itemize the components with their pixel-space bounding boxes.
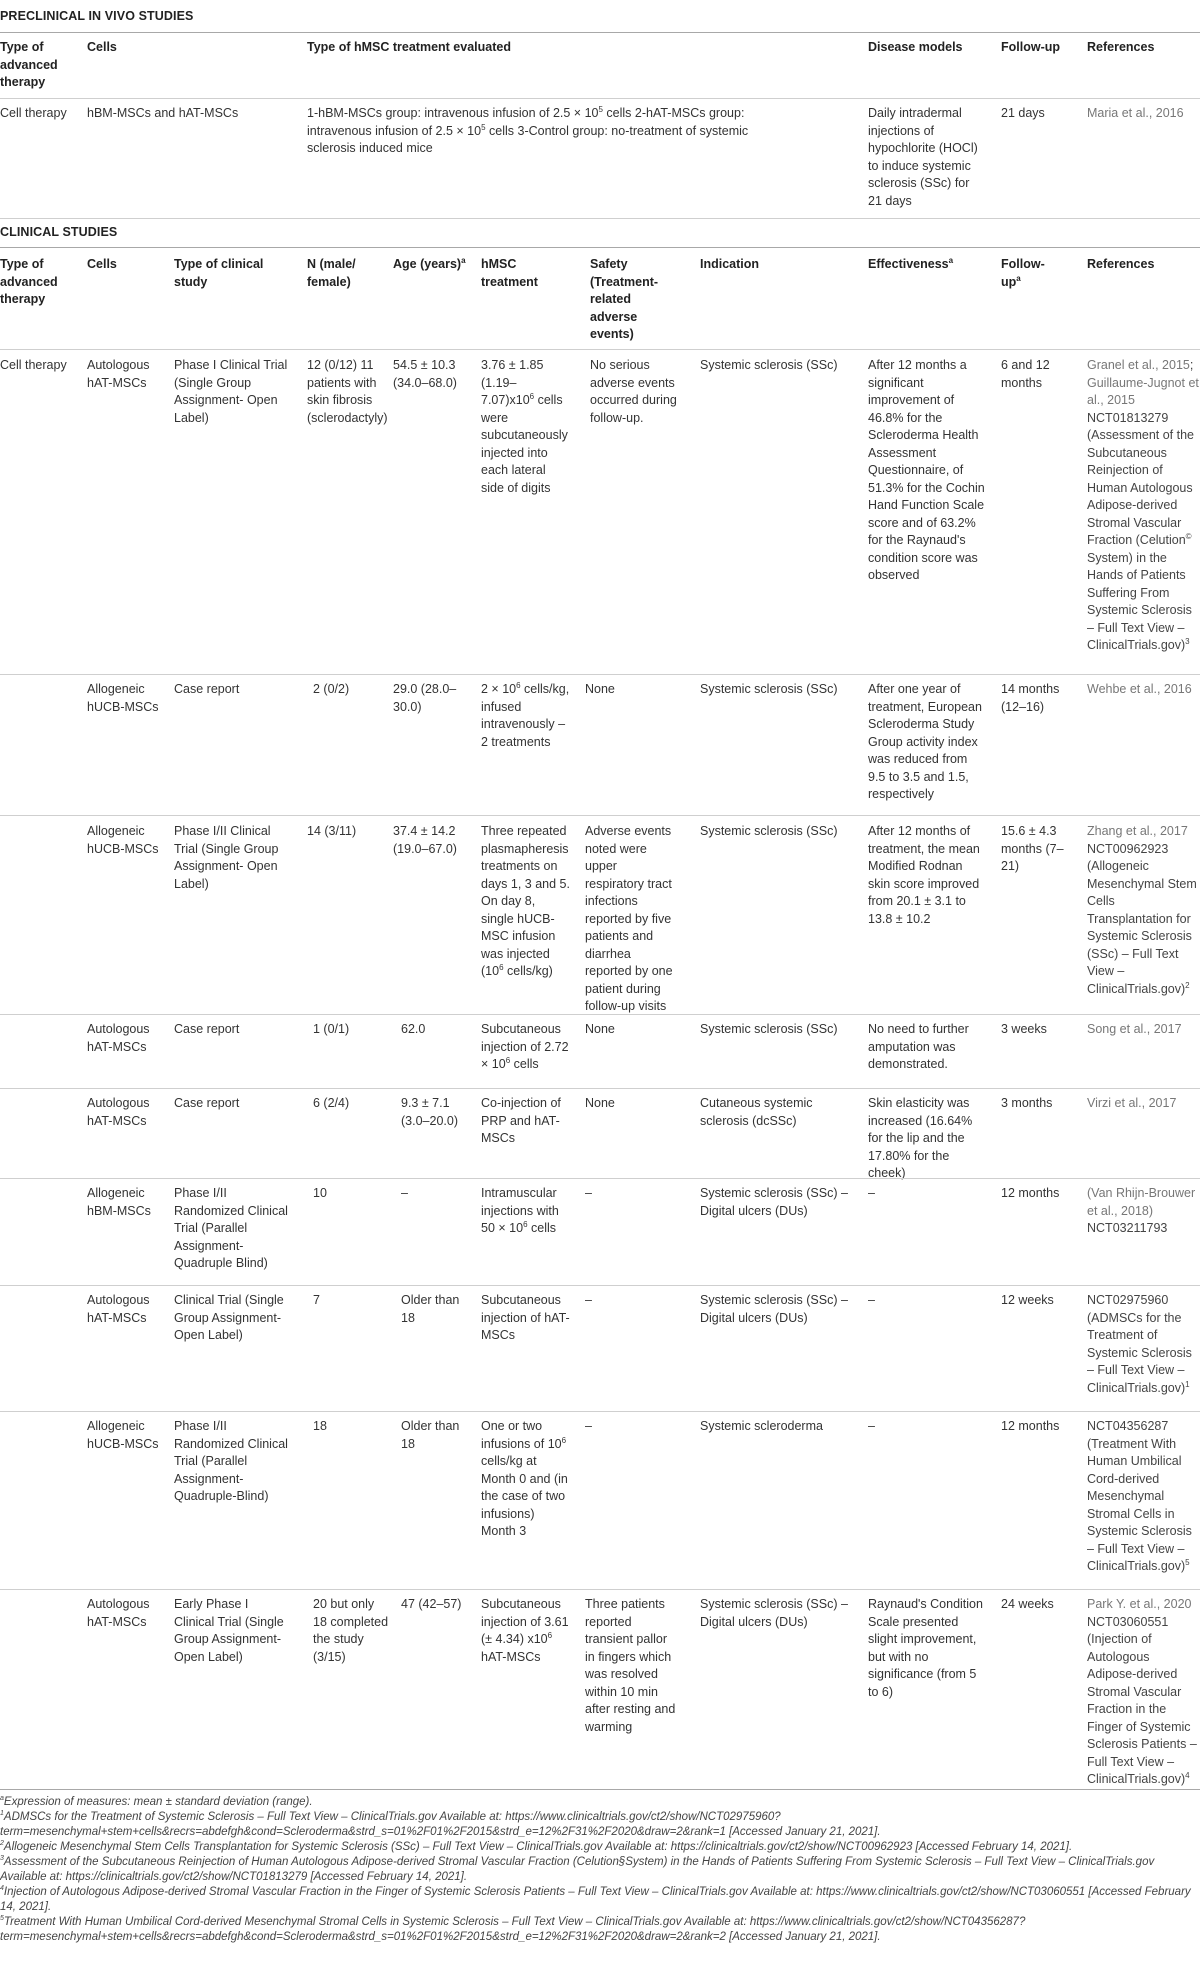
clinical-reference[interactable]: Song et al., 2017 xyxy=(1087,1022,1182,1036)
clinical-cells: Autologous hAT-MSCs xyxy=(87,1022,150,1054)
clinical-treatment: 3.76 ± 1.85 $(1.19-7.07)x10^6$ cells were subcutaneously injected into each lateral side of digits xyxy=(481,358,568,495)
header-disease-models: Disease models xyxy=(868,40,963,54)
clinical-study-type: Case report xyxy=(174,1022,240,1036)
clinical-safety: – xyxy=(585,1186,592,1200)
clinical-effectiveness: No need to further amputation was demonstrated. xyxy=(868,1022,969,1071)
clinical-reference[interactable]: Wehbe et al., 2016 xyxy=(1087,682,1192,696)
clinical-effectiveness: – xyxy=(868,1186,875,1200)
clinical-indication: Systemic sclerosis (SSc) – Digital ulcers (DUs) xyxy=(700,1597,848,1629)
preclinical-section-title: PRECLINICAL IN VIVO STUDIES xyxy=(0,9,194,23)
clinical-effectiveness: – xyxy=(868,1419,875,1433)
header-treatment: Type of hMSC treatment evaluated xyxy=(307,40,511,54)
clinical-treatment: Three repeated plasmapheresis treatments on days 1, 3 and 5. On day 8, single hUCB-MSC infusion was injected ($10^6$ cells/kg) xyxy=(481,824,570,978)
clinical-indication: Systemic sclerosis (SSc) xyxy=(700,1022,838,1036)
divider xyxy=(0,1285,1200,1286)
clinical-indication: Systemic sclerosis (SSc) – Digital ulcers (DUs) xyxy=(700,1293,848,1325)
clinical-reference[interactable]: Virzi et al., 2017 xyxy=(1087,1096,1177,1110)
divider xyxy=(0,218,1200,219)
clinical-n: 20 but only 18 completed the study (3/15) xyxy=(313,1597,389,1664)
clinical-treatment: Intramuscular injections with $50 \times 10^6$ cells xyxy=(481,1186,559,1235)
preclinical-follow-up: 21 days xyxy=(1001,106,1045,120)
clinical-cells: Autologous hAT-MSCs xyxy=(87,1096,150,1128)
clinical-safety: Adverse events noted were upper respiratory tract infections reported by five patients and diarrhea reported by one patient during follow-up visits xyxy=(585,824,673,1013)
clinical-cells: Allogeneic hBM-MSCs xyxy=(87,1186,151,1218)
clinical-safety: None xyxy=(585,682,615,696)
clinical-effectiveness: After 12 months of treatment, the mean Modified Rodnan skin score improved from 20.1 ± 3.1 to 13.8 ± 10.2 xyxy=(868,824,980,926)
clinical-safety: No serious adverse events occurred during follow-up. xyxy=(590,358,677,425)
clinical-treatment: Subcutaneous injection of $2.72 \times 10^6$ cells xyxy=(481,1022,569,1071)
clinical-age: Older than 18 xyxy=(401,1419,460,1451)
clinical-reference[interactable]: Granel et al., 2015; Guillaume-Jugnot et al., 2015 NCT01813279 (Assessment of the Subcutaneous Reinjection of Human Autologous Adipose-derived Stromal Vascular Fraction (Celution© System) in the Hands of Patients Suffering From Systemic Sclerosis – Full Text View – ClinicalTrials.gov)$^3$ xyxy=(1087,358,1199,652)
clinical-indication: Cutaneous systemic sclerosis (dcSSc) xyxy=(700,1096,813,1128)
preclinical-treatment: 1-hBM-MSCs group: intravenous infusion of $2.5 \times 10^5$ cells 2-hAT-MSCs group: intravenous infusion of $2.5 \times 10^5$ cells 3-Control group: no-treatment of systemic sclerosis induced mice xyxy=(307,104,749,155)
clinical-age: 29.0 (28.0–30.0) xyxy=(393,682,457,714)
preclinical-cells: hBM-MSCs and hAT-MSCs xyxy=(87,106,239,120)
preclinical-disease-model: Daily intradermal injections of hypochlorite (HOCl) to induce systemic sclerosis (SSc) for 21 days xyxy=(868,106,978,208)
clinical-reference[interactable]: NCT02975960 (ADMSCs for the Treatment of Systemic Sclerosis – Full Text View – ClinicalTrials.gov)$^1$ xyxy=(1087,1293,1192,1395)
footnote: $^5$Treatment With Human Umbilical Cord-derived Mesenchymal Stromal Cells in Systemic Sclerosis – Full Text View – ClinicalTrials.gov Available at: https://www.clinicaltrials.gov/ct2/show/NCT04356287?term=mesenchymal+stem+cells&recrs=abdefgh&cond=Scleroderma&strd_s=01%2F01%2F2015&strd_e=12%2F31%2F2020&draw=2&rank=2 [Accessed January 21, 2021]. xyxy=(0,1915,1026,1943)
divider xyxy=(0,1589,1200,1590)
clinical-follow-up: 24 weeks xyxy=(1001,1597,1054,1611)
clinical-n: 6 (2/4) xyxy=(313,1096,350,1110)
clinical-n: 14 (3/11) xyxy=(307,824,357,838)
clinical-follow-up: 12 months xyxy=(1001,1419,1060,1433)
clinical-follow-up: 6 and 12 months xyxy=(1001,358,1050,390)
clinical-reference[interactable]: NCT04356287 (Treatment With Human Umbilical Cord-derived Mesenchymal Stromal Cells in Systemic Sclerosis – Full Text View – ClinicalTrials.gov)$^5$ xyxy=(1087,1419,1192,1573)
clinical-cells: Allogeneic hUCB-MSCs xyxy=(87,1419,159,1451)
clinical-follow-up: 3 weeks xyxy=(1001,1022,1047,1036)
divider xyxy=(0,32,1200,33)
header-type-of-therapy: Type of advanced therapy xyxy=(0,257,58,306)
clinical-n: 10 xyxy=(313,1186,327,1200)
divider xyxy=(0,349,1200,350)
clinical-n: 7 xyxy=(313,1293,320,1307)
divider xyxy=(0,247,1200,248)
clinical-n: 12 (0/12) 11 patients with skin fibrosis (sclerodactyly) xyxy=(307,358,388,425)
header-references: References xyxy=(1087,40,1155,54)
clinical-study-type: Phase I Clinical Trial (Single Group Assignment- Open Label) xyxy=(174,358,288,425)
clinical-follow-up: 12 weeks xyxy=(1001,1293,1054,1307)
clinical-cells: Autologous hAT-MSCs xyxy=(87,1293,150,1325)
header-cells: Cells xyxy=(87,40,117,54)
clinical-follow-up: 12 months xyxy=(1001,1186,1060,1200)
footnote: $^1$ADMSCs for the Treatment of Systemic Sclerosis – Full Text View – ClinicalTrials.gov Available at: https://www.clinicaltrials.gov/ct2/show/NCT02975960?term=mesenchymal+stem+cells&recrs=abdefgh&cond=Scleroderma&strd_s=01%2F01%2F2015&strd_e=12%2F31%2F2020&draw=2&rank=1 [Accessed January 21, 2021]. xyxy=(0,1810,881,1838)
clinical-follow-up: 3 months xyxy=(1001,1096,1053,1110)
header-type-of-therapy: Type of advanced therapy xyxy=(0,40,58,89)
clinical-treatment: Co-injection of PRP and hAT-MSCs xyxy=(481,1096,561,1145)
clinical-cells: Allogeneic hUCB-MSCs xyxy=(87,824,159,856)
header-indication: Indication xyxy=(700,257,760,271)
footnote: $^a$Expression of measures: mean ± standard deviation (range). xyxy=(0,1795,313,1808)
divider xyxy=(0,1178,1200,1179)
divider xyxy=(0,674,1200,675)
clinical-indication: Systemic sclerosis (SSc) xyxy=(700,682,838,696)
clinical-age: 47 (42–57) xyxy=(401,1597,462,1611)
clinical-cells: Allogeneic hUCB-MSCs xyxy=(87,682,159,714)
header-safety: Safety (Treatment-related adverse events) xyxy=(590,257,659,341)
clinical-n: 1 (0/1) xyxy=(313,1022,350,1036)
clinical-study-type: Early Phase I Clinical Trial (Single Group Assignment- Open Label) xyxy=(174,1597,284,1664)
clinical-effectiveness: Raynaud's Condition Scale presented slight improvement, but with no significance (from 5 to 6) xyxy=(868,1597,983,1699)
divider xyxy=(0,1014,1200,1015)
clinical-safety: Three patients reported transient pallor in fingers which was resolved within 10 min after resting and warming xyxy=(585,1597,676,1734)
clinical-follow-up: 14 months (12–16) xyxy=(1001,682,1060,714)
preclinical-reference-link[interactable]: Maria et al., 2016 xyxy=(1087,106,1184,120)
clinical-follow-up: 15.6 ± 4.3 months (7–21) xyxy=(1001,824,1064,873)
clinical-indication: Systemic sclerosis (SSc) xyxy=(700,824,838,838)
clinical-type: Cell therapy xyxy=(0,358,67,372)
clinical-indication: Systemic sclerosis (SSc) xyxy=(700,358,838,372)
header-cells: Cells xyxy=(87,257,117,271)
clinical-effectiveness: Skin elasticity was increased (16.64% for the lip and the 17.80% for the cheek) xyxy=(868,1096,973,1180)
clinical-indication: Systemic sclerosis (SSc) – Digital ulcers (DUs) xyxy=(700,1186,848,1218)
header-follow-up: Follow-$up^a$ xyxy=(1001,257,1045,289)
clinical-section-title: CLINICAL STUDIES xyxy=(0,225,118,239)
preclinical-type: Cell therapy xyxy=(0,106,67,120)
footnote: $^2$Allogeneic Mesenchymal Stem Cells Transplantation for Systemic Sclerosis (SSc) – Full Text View – ClinicalTrials.gov Available at: https://clinicaltrials.gov/ct2/show/NCT00962923 [Accessed February 14, 2021]. xyxy=(0,1840,1073,1853)
clinical-reference[interactable]: (Van Rhijn-Brouwer et al., 2018) NCT03211793 xyxy=(1087,1186,1196,1235)
clinical-study-type: Phase I/II Clinical Trial (Single Group Assignment- Open Label) xyxy=(174,824,279,891)
clinical-treatment: One or two infusions of $10^6$ cells/kg at Month 0 and (in the case of two infusions) Month 3 xyxy=(481,1419,568,1538)
clinical-treatment: Subcutaneous injection of hAT-MSCs xyxy=(481,1293,570,1342)
clinical-age: – xyxy=(401,1186,408,1200)
clinical-effectiveness: – xyxy=(868,1293,875,1307)
clinical-treatment: $2 \times 10^6$ cells/kg, infused intravenously – 2 treatments xyxy=(481,680,570,749)
divider xyxy=(0,815,1200,816)
clinical-safety: None xyxy=(585,1096,615,1110)
divider xyxy=(0,1088,1200,1089)
clinical-age: 54.5 ± 10.3 (34.0–68.0) xyxy=(393,358,457,390)
header-follow-up: Follow-up xyxy=(1001,40,1061,54)
clinical-reference[interactable]: Zhang et al., 2017 NCT00962923 (Allogeneic Mesenchymal Stem Cells Transplantation for Systemic Sclerosis (SSc) – Full Text View – ClinicalTrials.gov)$^2$ xyxy=(1087,824,1197,996)
header-references: References xyxy=(1087,257,1155,271)
clinical-age: 37.4 ± 14.2 (19.0–67.0) xyxy=(393,824,457,856)
clinical-study-type: Case report xyxy=(174,682,240,696)
footnote: $^3$Assessment of the Subcutaneous Reinjection of Human Autologous Adipose-derived Stromal Vascular Fraction (Celution§System) in the Hands of Patients Suffering From Systemic Sclerosis – Full Text View – ClinicalTrials.gov Available at: https://clinicaltrials.gov/ct2/show/NCT01813279 [Accessed February 14, 2021]. xyxy=(0,1855,1155,1883)
header-hmsc-treatment: hMSC treatment xyxy=(481,257,538,289)
clinical-study-type: Phase I/II Randomized Clinical Trial (Parallel Assignment-Quadruple-Blind) xyxy=(174,1419,288,1503)
clinical-safety: None xyxy=(585,1022,615,1036)
header-n: N (male/ female) xyxy=(307,257,356,289)
clinical-n: 2 (0/2) xyxy=(313,682,350,696)
clinical-effectiveness: After 12 months a significant improvement of 46.8% for the Scleroderma Health Assessment Questionnaire, of 51.3% for the Cochin Hand Function Scale score and of 63.2% for the Raynaud's condition score was observed xyxy=(868,358,985,582)
clinical-cells: Autologous hAT-MSCs xyxy=(87,358,150,390)
divider xyxy=(0,98,1200,99)
clinical-study-type: Phase I/II Randomized Clinical Trial (Parallel Assignment-Quadruple Blind) xyxy=(174,1186,288,1270)
clinical-safety: – xyxy=(585,1419,592,1433)
header-study-type: Type of clinical study xyxy=(174,257,264,289)
header-effectiveness: Effectiveness$^a$ xyxy=(868,255,954,271)
clinical-age: 62.0 xyxy=(401,1022,426,1036)
clinical-effectiveness: After one year of treatment, European Scleroderma Study Group activity index was reduced from 9.5 to 3.5 and 1.5, respectively xyxy=(868,682,982,801)
footnote: $^4$Injection of Autologous Adipose-derived Stromal Vascular Fraction in the Finger of Systemic Sclerosis Patients – Full Text View – ClinicalTrials.gov Available at: https://www.clinicaltrials.gov/ct2/show/NCT03060551 [Accessed February 14, 2021]. xyxy=(0,1885,1191,1913)
clinical-indication: Systemic scleroderma xyxy=(700,1419,823,1433)
divider xyxy=(0,1411,1200,1412)
clinical-n: 18 xyxy=(313,1419,327,1433)
divider xyxy=(0,1789,1200,1790)
header-age: Age (years)$^a$ xyxy=(393,255,466,271)
clinical-cells: Autologous hAT-MSCs xyxy=(87,1597,150,1629)
clinical-treatment: Subcutaneous injection of 3.61 (± 4.34) $x10^6$ hAT-MSCs xyxy=(481,1597,569,1664)
clinical-safety: – xyxy=(585,1293,592,1307)
clinical-study-type: Clinical Trial (Single Group Assignment- Open Label) xyxy=(174,1293,284,1342)
clinical-reference[interactable]: Park Y. et al., 2020 NCT03060551 (Injection of Autologous Adipose-derived Stromal Vascular Fraction in the Finger of Systemic Sclerosis Patients – Full Text View – ClinicalTrials.gov)$^4$ xyxy=(1087,1597,1197,1786)
clinical-age: 9.3 ± 7.1 (3.0–20.0) xyxy=(401,1096,458,1128)
clinical-age: Older than 18 xyxy=(401,1293,460,1325)
clinical-study-type: Case report xyxy=(174,1096,240,1110)
